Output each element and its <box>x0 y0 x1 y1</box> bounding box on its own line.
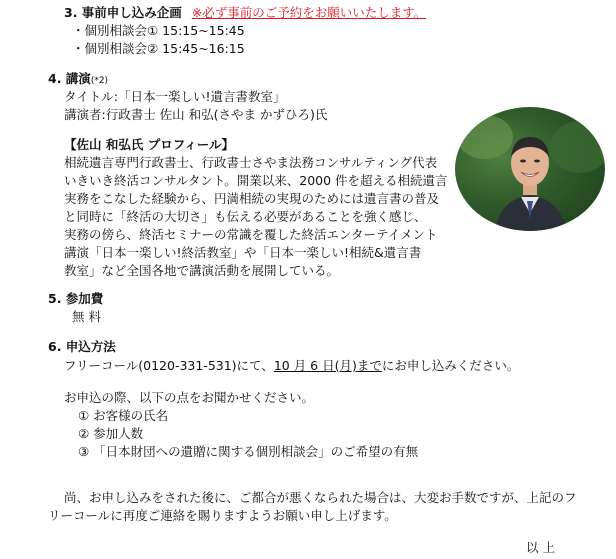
speaker-photo <box>455 107 605 231</box>
section4-heading: 4. 講演 <box>48 71 91 86</box>
application-item: ③ 「日本財団への遺贈に関する個別相談会」のご希望の有無 <box>78 444 419 459</box>
profile-line: いきいき終活コンサルタント。開業以来、2000 件を超える相続遺言 <box>64 173 448 188</box>
application-item: ① お客様の氏名 <box>78 408 169 423</box>
closing-line-2: リーコールに再度ご連絡を賜りますようお願い申し上げます。 <box>48 508 397 523</box>
phone-suffix: にお申し込みください。 <box>381 358 520 373</box>
reservation-note: ※必ず事前のご予約をお願いいたします。 <box>191 5 427 20</box>
application-ask-line: お申込の際、以下の点をお聞かせください。 <box>64 390 315 405</box>
profile-line: と同時に「終活の大切さ」も伝える必要があることを強く感じ、 <box>64 209 427 224</box>
application-deadline: 10 月 6 日(月)まで <box>273 358 382 373</box>
profile-line: 相続遺言専門行政書士、行政書士さやま法務コンサルティング代表 <box>64 155 438 170</box>
participation-fee: 無 料 <box>72 309 101 324</box>
application-phone-line <box>64 358 519 374</box>
application-item: ② 参加人数 <box>78 426 144 441</box>
phone-prefix: フリーコール(0120-331-531)にて、 <box>64 358 274 373</box>
speaker-portrait-icon <box>455 107 605 231</box>
section3-header-line <box>64 5 426 21</box>
consultation-session-1: ・個別相談会① 15:15~15:45 <box>72 23 245 38</box>
profile-heading: 【佐山 和弘氏 プロフィール】 <box>64 137 234 152</box>
consultation-session-2: ・個別相談会② 15:45~16:15 <box>72 41 245 56</box>
section4-heading-note: (*2) <box>90 76 109 86</box>
profile-line: 実務の傍ら、終活セミナーの常識を覆した終活エンターテイメント <box>64 227 438 242</box>
section4-header-line <box>48 71 108 89</box>
lecture-title: タイトル:「日本一楽しい!遺言書教室」 <box>64 89 286 104</box>
profile-line: 講演「日本一楽しい!終活教室」や「日本一楽しい!相続&遺言書 <box>64 245 422 260</box>
profile-line: 教室」など全国各地で講演活動を展開している。 <box>64 263 340 278</box>
closing-line-1: 尚、お申し込みをされた後に、ご都合が悪くなられた場合は、大変お手数ですが、上記のフ <box>64 490 577 505</box>
section3-heading: 3. 事前申し込み企画 <box>64 5 182 20</box>
end-mark: 以 上 <box>526 540 555 555</box>
section5-heading: 5. 参加費 <box>48 291 104 306</box>
lecture-speaker: 講演者:行政書士 佐山 和弘(さやま かずひろ)氏 <box>64 107 328 122</box>
profile-line: 実務をこなした経験から、円満相続の実現のためには遺言書の普及 <box>64 191 440 206</box>
section6-heading: 6. 申込方法 <box>48 339 116 354</box>
